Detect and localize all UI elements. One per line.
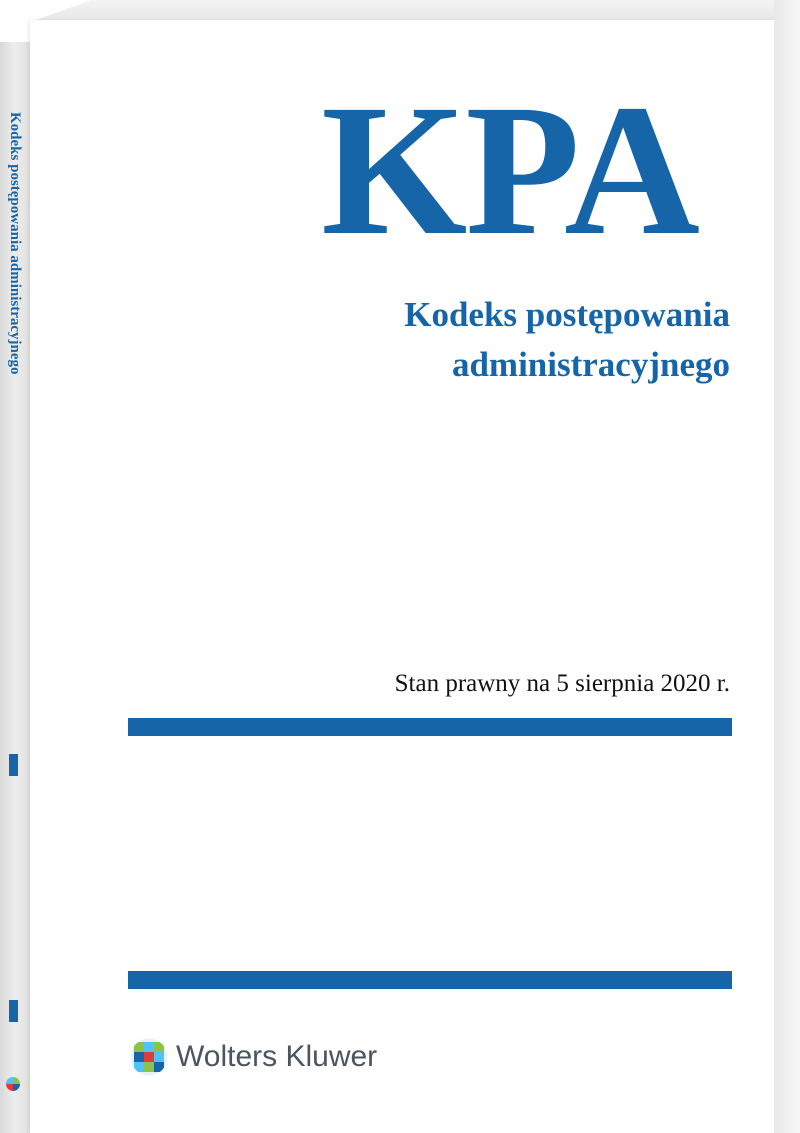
bottom-blue-bar: [128, 971, 732, 989]
wolters-kluwer-logo-graphic: [128, 1036, 170, 1078]
spine-blue-mark: [9, 1000, 18, 1022]
spine-blue-mark: [9, 754, 18, 776]
subtitle-line-2: administracyjnego: [451, 345, 730, 384]
publisher-name: Wolters Kluwer: [176, 1040, 378, 1073]
book-cover: [30, 20, 774, 1133]
spine-logo-icon: [6, 1077, 20, 1091]
top-blue-bar: [128, 718, 732, 736]
wolters-kluwer-logo-icon: [128, 1036, 170, 1078]
legal-state-text: Stan prawny na 5 sierpnia 2020 r.: [394, 670, 730, 697]
book-subtitle: [130, 290, 730, 390]
book-spine: [0, 42, 30, 1133]
subtitle-line-1: Kodeks postępowania: [404, 295, 730, 334]
spine-title: Kodeks postępowania administracyjnego: [7, 112, 23, 375]
back-cover-edge: [30, 0, 800, 22]
page-edge: [774, 0, 800, 1133]
book-title: KPA: [321, 65, 698, 274]
publisher-block: [128, 1036, 377, 1078]
